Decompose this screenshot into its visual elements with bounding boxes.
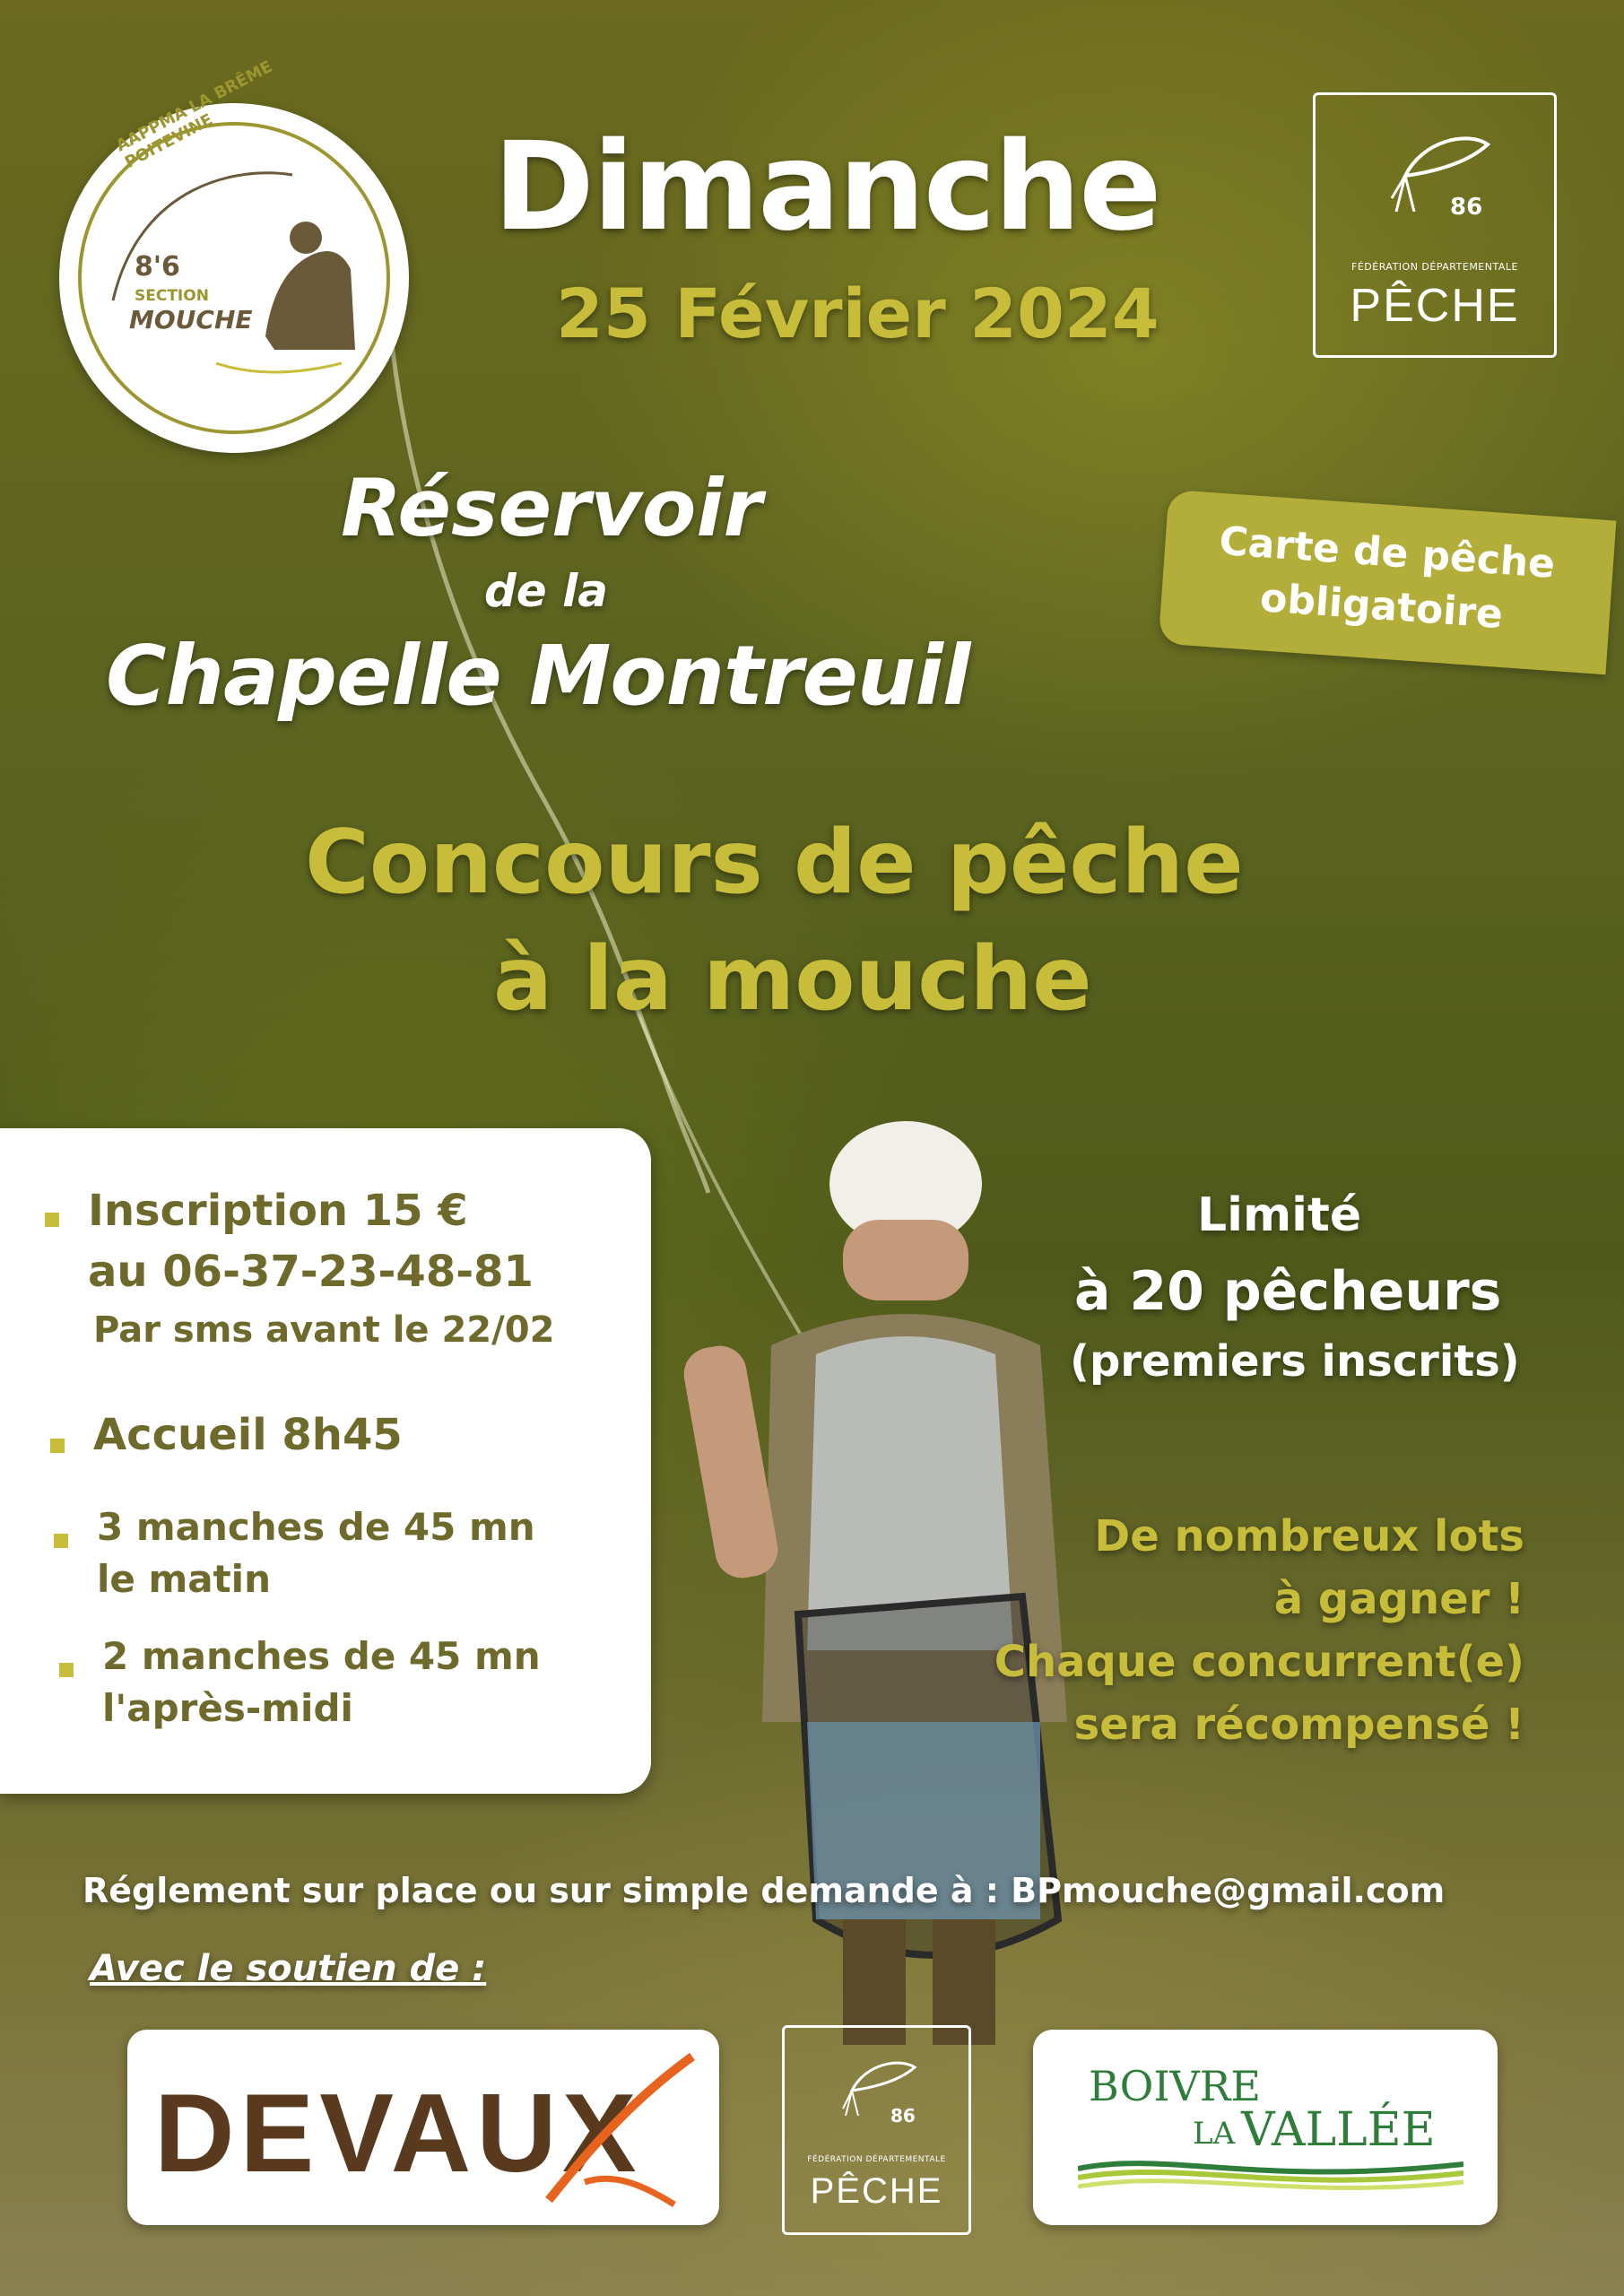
date-title: 25 Février 2024 xyxy=(556,274,1159,353)
sponsor-federation-logo xyxy=(782,2025,971,2235)
prizes-line2: à gagner ! xyxy=(1273,1574,1524,1624)
reglement-text: Réglement sur place ou sur simple demande à : BPmouche@gmail.com xyxy=(83,1871,1446,1910)
federation-logo xyxy=(1313,92,1557,358)
devaux-wordmark: DEVAUX xyxy=(154,2072,642,2196)
river-wave-icon xyxy=(1078,2151,1463,2196)
aappma-arc-text: AAPPMA LA BRÊME POITEVINE xyxy=(113,57,276,173)
info-phone: au 06-37-23-48-81 xyxy=(88,1247,534,1297)
fishing-license-badge xyxy=(1159,490,1617,674)
sponsor-federation-number: 86 xyxy=(890,2105,916,2126)
prizes-line4: sera récompensé ! xyxy=(1073,1700,1524,1750)
prizes-line3: Chaque concurrent(e) xyxy=(994,1637,1524,1687)
boivre-word: BOIVRE xyxy=(1089,2062,1261,2110)
limit-line2: à 20 pêcheurs xyxy=(1074,1260,1502,1323)
info-aprem-line1: 2 manches de 45 mn xyxy=(102,1634,541,1678)
event-line2: à la mouche xyxy=(493,928,1092,1031)
federation-subtitle: FÉDÉRATION DÉPARTEMENTALE xyxy=(1351,261,1518,273)
info-aprem-line2: l'après-midi xyxy=(102,1686,353,1730)
aappma-mouche: MOUCHE xyxy=(129,305,253,335)
federation-name: PÊCHE xyxy=(1350,280,1520,332)
location-line1: Réservoir xyxy=(341,462,762,554)
fly-fisherman-icon xyxy=(59,103,409,453)
devaux-swoosh-icon xyxy=(531,2048,701,2209)
info-matin-line1: 3 manches de 45 mn xyxy=(97,1505,535,1549)
vallee-word: VALLÉE xyxy=(1241,2103,1436,2157)
bullet-icon xyxy=(45,1213,59,1227)
soutien-text: Avec le soutien de : xyxy=(90,1948,487,1989)
la-word: LA xyxy=(1193,2116,1236,2152)
day-title: Dimanche xyxy=(493,117,1160,258)
badge-line1: Carte de pêche xyxy=(1217,517,1557,587)
info-sms: Par sms avant le 22/02 xyxy=(93,1309,555,1351)
bullet-icon xyxy=(50,1439,65,1453)
info-matin-line2: le matin xyxy=(97,1557,271,1601)
prizes-line1: De nombreux lots xyxy=(1094,1511,1524,1561)
badge-line2: obligatoire xyxy=(1258,575,1505,639)
devaux-logo xyxy=(127,2030,719,2225)
info-inscription: Inscription 15 € xyxy=(88,1186,468,1236)
location-line2: de la xyxy=(484,565,608,617)
bullet-icon xyxy=(54,1534,68,1548)
location-line3: Chapelle Montreuil xyxy=(106,628,970,724)
info-card xyxy=(0,1128,651,1794)
info-accueil: Accueil 8h45 xyxy=(93,1410,403,1460)
boivre-la-vallee-logo xyxy=(1033,2030,1498,2225)
limit-line3: (premiers inscrits) xyxy=(1070,1336,1520,1387)
federation-number: 86 xyxy=(1450,194,1483,221)
bullet-icon xyxy=(59,1663,74,1677)
aappma-logo xyxy=(59,57,409,453)
aappma-number: 8'6 xyxy=(135,251,180,283)
sponsor-federation-subtitle: FÉDÉRATION DÉPARTEMENTALE xyxy=(807,2155,946,2164)
limit-line1: Limité xyxy=(1197,1188,1362,1242)
sponsor-federation-name: PÊCHE xyxy=(810,2171,943,2211)
aappma-section: SECTION xyxy=(135,287,209,305)
event-line1: Concours de pêche xyxy=(305,812,1244,914)
